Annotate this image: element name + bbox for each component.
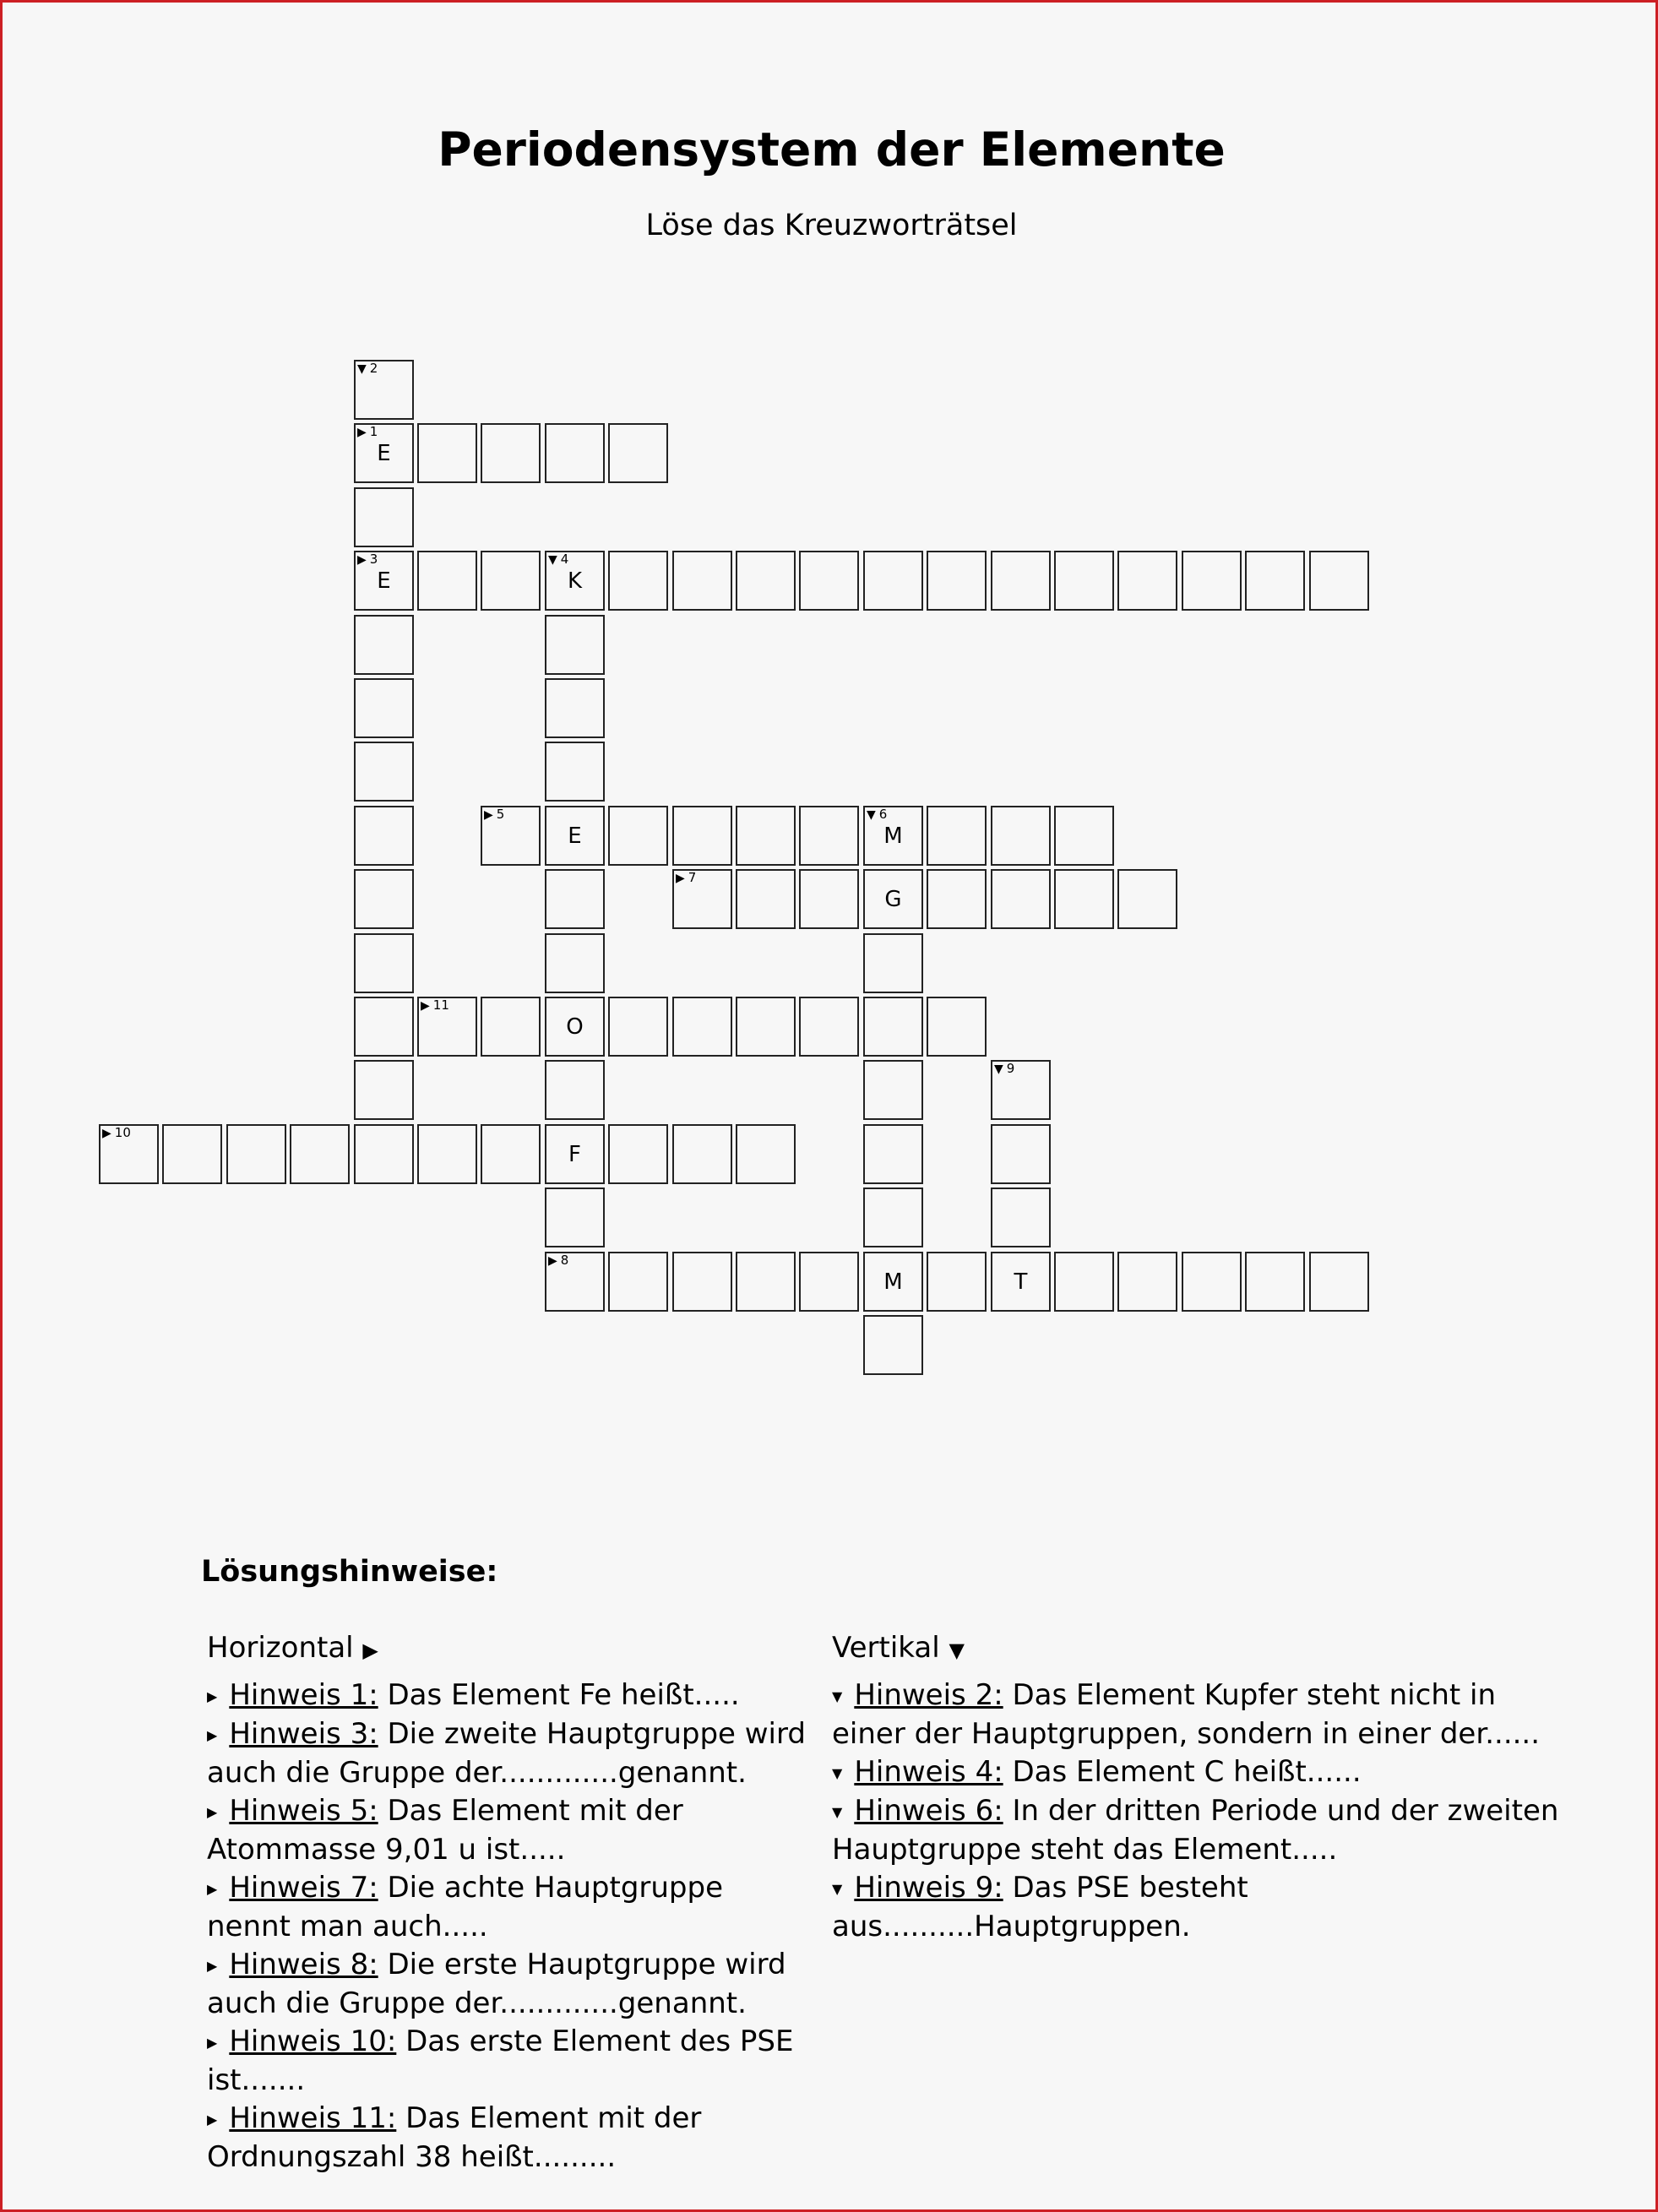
hint-text: Das PSE besteht aus..........Hauptgruppen. bbox=[832, 1871, 1248, 1943]
given-letter: M bbox=[883, 823, 903, 849]
crossword-cell[interactable] bbox=[608, 551, 668, 611]
crossword-cell[interactable] bbox=[417, 423, 477, 483]
crossword-cell[interactable] bbox=[991, 1124, 1051, 1184]
crossword-cell[interactable] bbox=[1117, 1252, 1177, 1312]
crossword-cell[interactable] bbox=[863, 1124, 923, 1184]
crossword-cell[interactable] bbox=[863, 551, 923, 611]
crossword-cell[interactable] bbox=[672, 806, 732, 866]
hint-text: Die zweite Hauptgruppe wird auch die Gruppe der.............genannt. bbox=[207, 1717, 806, 1790]
crossword-cell[interactable] bbox=[799, 997, 859, 1057]
crossword-cell[interactable] bbox=[736, 806, 796, 866]
crossword-cell[interactable] bbox=[863, 1188, 923, 1247]
given-letter: T bbox=[1014, 1269, 1028, 1295]
crossword-cell[interactable] bbox=[863, 806, 923, 866]
hint-text: Die achte Hauptgruppe nennt man auch..... bbox=[207, 1871, 724, 1943]
arrow-right-icon: ▶ bbox=[676, 872, 685, 885]
clue-number bbox=[676, 871, 696, 886]
crossword-cell[interactable] bbox=[545, 1188, 605, 1247]
crossword-cell[interactable] bbox=[736, 1252, 796, 1312]
clue-number-value: 10 bbox=[114, 1125, 131, 1140]
hint-label: Hinweis 3: bbox=[229, 1717, 378, 1751]
arrow-right-icon: ▶ bbox=[207, 2111, 218, 2128]
crossword-cell[interactable] bbox=[417, 997, 477, 1057]
crossword-cell[interactable] bbox=[545, 869, 605, 929]
horizontal-hints bbox=[207, 1629, 815, 2177]
crossword-grid bbox=[3, 3, 1658, 1438]
hint-label: Hinweis 7: bbox=[229, 1871, 378, 1905]
clue-number-value: 2 bbox=[369, 361, 378, 376]
crossword-cell[interactable] bbox=[545, 742, 605, 802]
arrow-down-icon: ▼ bbox=[994, 1063, 1003, 1076]
crossword-cell[interactable] bbox=[672, 869, 732, 929]
crossword-cell[interactable] bbox=[672, 1252, 732, 1312]
crossword-cell[interactable] bbox=[354, 1060, 414, 1120]
crossword-cell[interactable] bbox=[354, 869, 414, 929]
crossword-cell[interactable] bbox=[354, 423, 414, 483]
clue-number-value: 4 bbox=[560, 552, 569, 567]
vertical-hints bbox=[832, 1629, 1575, 1946]
arrow-down-icon: ▼ bbox=[832, 1765, 843, 1781]
arrow-right-icon: ▶ bbox=[102, 1127, 111, 1140]
crossword-cell[interactable] bbox=[799, 551, 859, 611]
crossword-cell[interactable] bbox=[354, 806, 414, 866]
vertical-header-label: Vertikal bbox=[832, 1631, 940, 1665]
crossword-cell[interactable] bbox=[481, 1124, 541, 1184]
crossword-cell[interactable] bbox=[1245, 1252, 1305, 1312]
crossword-cell[interactable] bbox=[354, 360, 414, 420]
crossword-cell[interactable] bbox=[226, 1124, 286, 1184]
arrow-down-icon: ▼ bbox=[548, 553, 557, 567]
crossword-cell[interactable] bbox=[290, 1124, 350, 1184]
horizontal-header-label: Horizontal bbox=[207, 1631, 354, 1665]
hint-item bbox=[832, 1677, 1575, 1753]
crossword-cell[interactable] bbox=[1309, 551, 1369, 611]
clue-number bbox=[484, 807, 504, 823]
hint-label: Hinweis 10: bbox=[229, 2024, 397, 2058]
arrow-down-icon: ▼ bbox=[832, 1881, 843, 1897]
hint-label: Hinweis 5: bbox=[229, 1794, 378, 1828]
arrow-down-icon: ▼ bbox=[832, 1688, 843, 1704]
hints-title: Lösungshinweise: bbox=[201, 1555, 498, 1589]
given-letter: E bbox=[377, 568, 391, 594]
given-letter: K bbox=[567, 568, 583, 594]
arrow-down-icon: ▼ bbox=[832, 1804, 843, 1820]
hint-item bbox=[832, 1753, 1575, 1792]
arrow-right-icon: ▶ bbox=[207, 1881, 218, 1897]
crossword-cell[interactable] bbox=[354, 997, 414, 1057]
hint-item bbox=[207, 1792, 815, 1869]
crossword-cell[interactable] bbox=[354, 551, 414, 611]
clue-number-value: 7 bbox=[688, 870, 697, 885]
crossword-cell[interactable] bbox=[608, 806, 668, 866]
crossword-cell[interactable] bbox=[991, 1188, 1051, 1247]
given-letter: O bbox=[566, 1014, 584, 1040]
crossword-cell[interactable] bbox=[545, 551, 605, 611]
crossword-cell[interactable] bbox=[1054, 806, 1114, 866]
clue-number-value: 5 bbox=[496, 807, 505, 822]
crossword-cell[interactable] bbox=[608, 1252, 668, 1312]
crossword-cell[interactable] bbox=[1182, 1252, 1242, 1312]
clue-number-value: 8 bbox=[560, 1253, 569, 1268]
crossword-cell[interactable] bbox=[354, 742, 414, 802]
hint-label: Hinweis 8: bbox=[229, 1948, 378, 1981]
hint-item bbox=[832, 1792, 1575, 1869]
crossword-cell[interactable] bbox=[545, 1124, 605, 1184]
clue-number bbox=[357, 552, 378, 568]
crossword-cell[interactable] bbox=[927, 806, 987, 866]
crossword-cell[interactable] bbox=[608, 423, 668, 483]
crossword-cell[interactable] bbox=[545, 1252, 605, 1312]
crossword-cell[interactable] bbox=[481, 997, 541, 1057]
hint-text: Das Element Kupfer steht nicht in einer der Hauptgruppen, sondern in einer der...... bbox=[832, 1678, 1541, 1751]
crossword-cell[interactable] bbox=[1309, 1252, 1369, 1312]
hint-item bbox=[207, 1869, 815, 1946]
given-letter: M bbox=[883, 1269, 903, 1295]
crossword-cell[interactable] bbox=[545, 1060, 605, 1120]
crossword-cell[interactable] bbox=[799, 1252, 859, 1312]
crossword-cell[interactable] bbox=[991, 1252, 1051, 1312]
arrow-right-icon: ▶ bbox=[207, 1727, 218, 1743]
hint-item bbox=[207, 1715, 815, 1792]
crossword-cell[interactable] bbox=[545, 806, 605, 866]
arrow-right-icon: ▶ bbox=[207, 1958, 218, 1974]
hint-label: Hinweis 1: bbox=[229, 1678, 378, 1712]
hint-label: Hinweis 2: bbox=[854, 1678, 1003, 1712]
hint-label: Hinweis 9: bbox=[854, 1871, 1003, 1905]
crossword-cell[interactable] bbox=[354, 487, 414, 547]
arrow-right-icon: ▶ bbox=[357, 426, 367, 439]
hint-item bbox=[207, 2100, 815, 2177]
hint-item bbox=[207, 1946, 815, 2023]
crossword-cell[interactable] bbox=[863, 1315, 923, 1375]
given-letter: F bbox=[568, 1141, 581, 1167]
crossword-cell[interactable] bbox=[354, 678, 414, 738]
arrow-right-icon: ▶ bbox=[421, 999, 430, 1013]
hint-label: Hinweis 4: bbox=[854, 1755, 1003, 1789]
crossword-cell[interactable] bbox=[672, 1124, 732, 1184]
horizontal-header bbox=[207, 1629, 815, 1670]
crossword-cell[interactable] bbox=[545, 933, 605, 993]
crossword-cell[interactable] bbox=[1245, 551, 1305, 611]
arrow-right-icon: ▶ bbox=[548, 1254, 557, 1268]
crossword-cell[interactable] bbox=[927, 551, 987, 611]
crossword-cell[interactable] bbox=[863, 1252, 923, 1312]
crossword-cell[interactable] bbox=[799, 869, 859, 929]
crossword-cell[interactable] bbox=[991, 551, 1051, 611]
hint-text: Das Element Fe heißt..... bbox=[378, 1678, 740, 1712]
crossword-cell[interactable] bbox=[672, 997, 732, 1057]
crossword-cell[interactable] bbox=[927, 1252, 987, 1312]
crossword-cell[interactable] bbox=[354, 933, 414, 993]
crossword-cell[interactable] bbox=[481, 551, 541, 611]
arrow-right-icon: ▶ bbox=[484, 808, 493, 822]
crossword-cell[interactable] bbox=[545, 997, 605, 1057]
clue-number bbox=[548, 1253, 568, 1269]
hint-text: Das Element C heißt...... bbox=[1003, 1755, 1362, 1789]
crossword-cell[interactable] bbox=[736, 1124, 796, 1184]
hint-text: Das erste Element des PSE ist....... bbox=[207, 2024, 794, 2097]
hint-label: Hinweis 6: bbox=[854, 1794, 1003, 1828]
crossword-cell[interactable] bbox=[608, 1124, 668, 1184]
crossword-cell[interactable] bbox=[927, 997, 987, 1057]
given-letter: E bbox=[568, 823, 582, 849]
hint-item bbox=[207, 1677, 815, 1715]
hint-text: Das Element mit der Atommasse 9,01 u ist..... bbox=[207, 1794, 683, 1867]
crossword-cell[interactable] bbox=[1117, 869, 1177, 929]
hint-text: Das Element mit der Ordnungszahl 38 heißt......... bbox=[207, 2101, 702, 2174]
crossword-cell[interactable] bbox=[608, 997, 668, 1057]
crossword-cell[interactable] bbox=[672, 551, 732, 611]
crossword-cell[interactable] bbox=[927, 869, 987, 929]
clue-number-value: 6 bbox=[878, 807, 888, 822]
crossword-cell[interactable] bbox=[417, 551, 477, 611]
arrow-right-icon: ▶ bbox=[207, 1688, 218, 1704]
crossword-cell[interactable] bbox=[417, 1124, 477, 1184]
arrow-down-icon: ▼ bbox=[867, 808, 876, 822]
crossword-cell[interactable] bbox=[736, 869, 796, 929]
hint-text: In der dritten Periode und der zweiten Hauptgruppe steht das Element..... bbox=[832, 1794, 1559, 1867]
crossword-cell[interactable] bbox=[863, 1060, 923, 1120]
clue-number bbox=[421, 998, 449, 1014]
hint-item bbox=[832, 1869, 1575, 1946]
crossword-cell[interactable] bbox=[545, 423, 605, 483]
hint-label: Hinweis 11: bbox=[229, 2101, 397, 2135]
given-letter: E bbox=[377, 440, 391, 466]
arrow-down-icon: ▼ bbox=[949, 1639, 965, 1662]
clue-number-value: 3 bbox=[369, 552, 378, 567]
clue-number bbox=[357, 361, 378, 377]
crossword-cell[interactable] bbox=[736, 997, 796, 1057]
crossword-cell[interactable] bbox=[162, 1124, 222, 1184]
page-title: Periodensystem der Elemente bbox=[438, 122, 1226, 177]
crossword-cell[interactable] bbox=[1054, 551, 1114, 611]
clue-number bbox=[867, 807, 887, 823]
arrow-right-icon: ▶ bbox=[207, 2035, 218, 2051]
page-subtitle: Löse das Kreuzworträtsel bbox=[645, 209, 1018, 242]
crossword-cell[interactable] bbox=[863, 869, 923, 929]
arrow-right-icon: ▶ bbox=[207, 1804, 218, 1820]
clue-number-value: 11 bbox=[432, 997, 449, 1013]
crossword-cell[interactable] bbox=[481, 806, 541, 866]
crossword-cell[interactable] bbox=[991, 806, 1051, 866]
clue-number bbox=[548, 552, 568, 568]
crossword-cell[interactable] bbox=[1117, 551, 1177, 611]
clue-number-value: 1 bbox=[369, 424, 378, 439]
clue-number bbox=[994, 1062, 1014, 1077]
crossword-cell[interactable] bbox=[1182, 551, 1242, 611]
vertical-header bbox=[832, 1629, 1575, 1670]
arrow-right-icon: ▶ bbox=[362, 1639, 378, 1662]
given-letter: G bbox=[884, 886, 902, 912]
crossword-cell[interactable] bbox=[1054, 869, 1114, 929]
crossword-cell[interactable] bbox=[991, 869, 1051, 929]
crossword-cell[interactable] bbox=[863, 933, 923, 993]
crossword-cell[interactable] bbox=[354, 615, 414, 675]
crossword-cell[interactable] bbox=[354, 1124, 414, 1184]
clue-number bbox=[102, 1126, 131, 1141]
clue-number-value: 9 bbox=[1006, 1061, 1015, 1076]
crossword-cell[interactable] bbox=[736, 551, 796, 611]
crossword-cell[interactable] bbox=[799, 806, 859, 866]
arrow-down-icon: ▼ bbox=[357, 362, 367, 376]
crossword-cell[interactable] bbox=[481, 423, 541, 483]
crossword-cell[interactable] bbox=[545, 678, 605, 738]
crossword-cell[interactable] bbox=[991, 1060, 1051, 1120]
crossword-cell[interactable] bbox=[99, 1124, 159, 1184]
clue-number bbox=[357, 425, 378, 440]
crossword-cell[interactable] bbox=[863, 997, 923, 1057]
crossword-cell[interactable] bbox=[1054, 1252, 1114, 1312]
hint-text: Die erste Hauptgruppe wird auch die Gruppe der.............genannt. bbox=[207, 1948, 786, 2020]
arrow-right-icon: ▶ bbox=[357, 553, 367, 567]
hint-item bbox=[207, 2023, 815, 2100]
crossword-cell[interactable] bbox=[545, 615, 605, 675]
